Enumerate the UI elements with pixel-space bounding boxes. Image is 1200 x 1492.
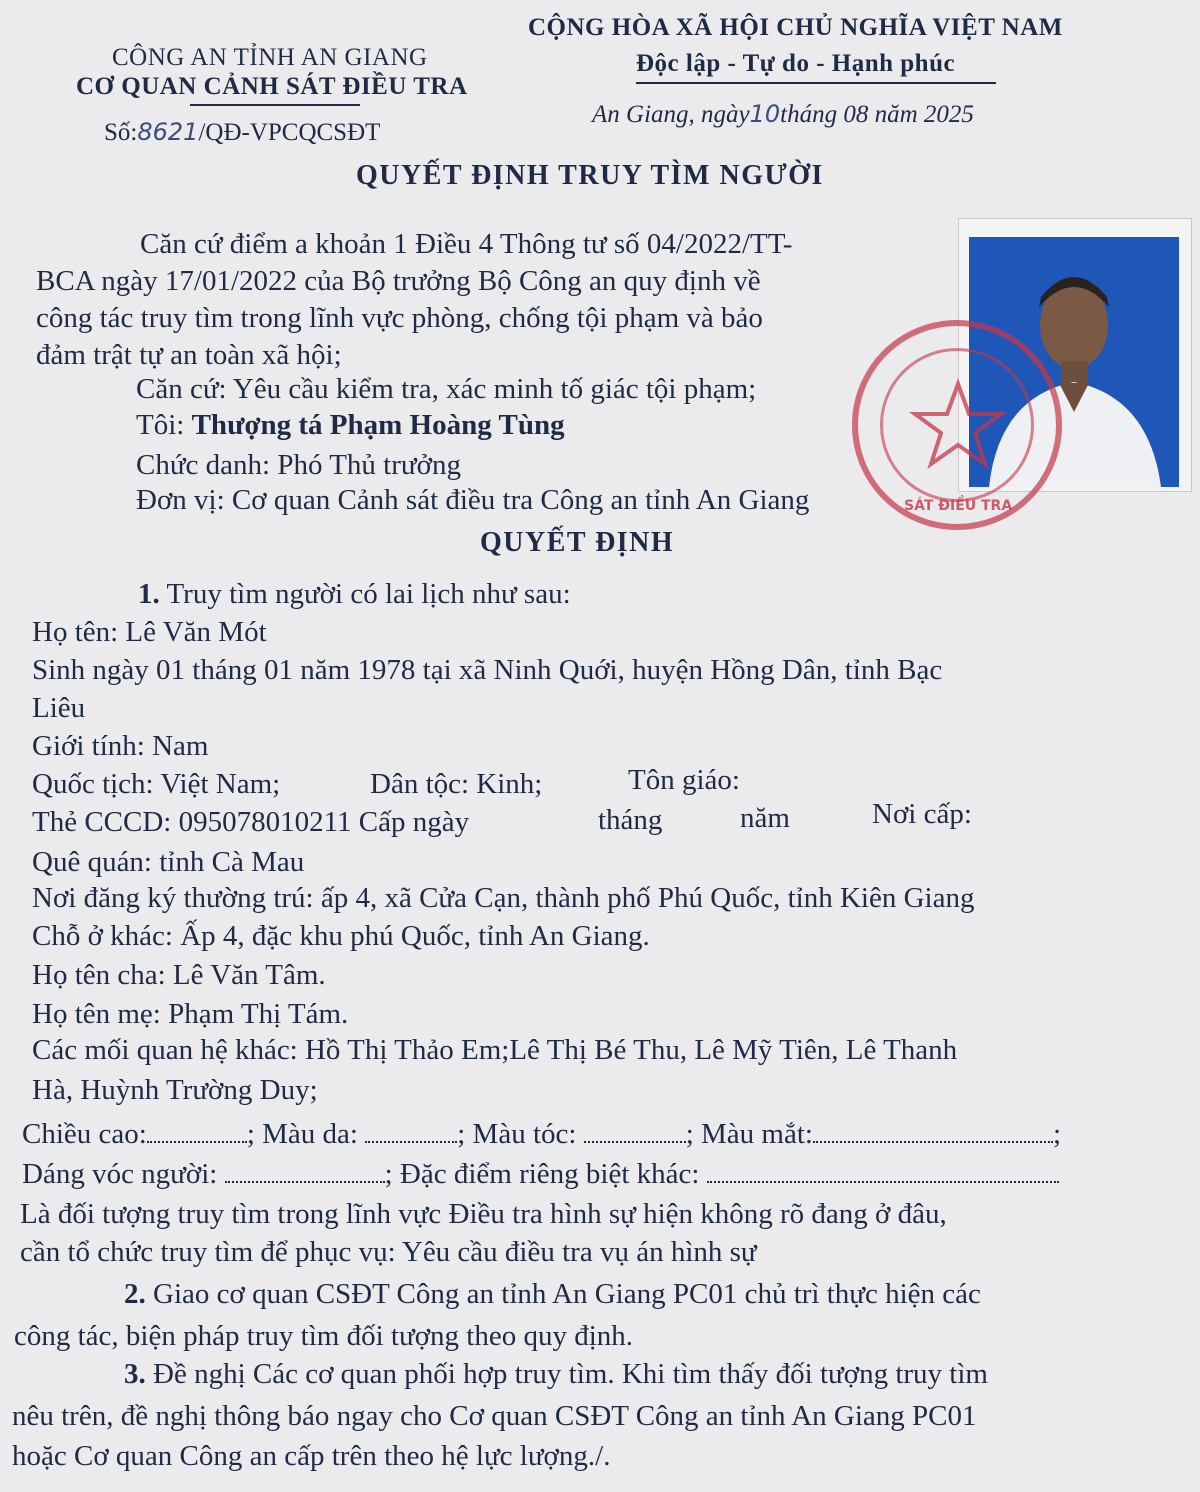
id-place: Nơi cấp: — [872, 798, 972, 830]
item-3-line-1 — [124, 1356, 988, 1393]
officer-line — [136, 407, 565, 444]
item-3-number: 3. — [124, 1358, 146, 1390]
seal-text: SÁT ĐIỀU TRA — [904, 498, 1013, 514]
height-label: Chiều cao: — [22, 1118, 147, 1150]
officer-name: Thượng tá Phạm Hoàng Tùng — [191, 409, 565, 441]
item-2-line-2: công tác, biện pháp truy tìm đối tượng theo quy định. — [14, 1320, 634, 1352]
build-blank — [225, 1159, 385, 1183]
build-label: Dáng vóc người: — [22, 1158, 218, 1190]
position-line: Chức danh: Phó Thủ trưởng — [136, 449, 461, 481]
document-date — [592, 100, 974, 129]
agency-line-2: CƠ QUAN CẢNH SÁT ĐIỀU TRA — [76, 73, 468, 100]
basis-1-line-4: đảm trật tự an toàn xã hội; — [36, 339, 342, 371]
id-month: tháng — [598, 804, 663, 836]
id-card: Thẻ CCCD: 095078010211 Cấp ngày — [32, 806, 470, 838]
basis-1-line-2: BCA ngày 17/01/2022 của Bộ trưởng Bộ Công an quy định về — [36, 265, 761, 297]
item-1-number: 1. — [138, 578, 160, 610]
height-blank — [147, 1119, 247, 1143]
agency-underline — [190, 104, 360, 106]
gender: Giới tính: Nam — [32, 730, 209, 762]
build-line — [22, 1156, 1059, 1193]
physical-description-line — [22, 1116, 1061, 1153]
father-name: Họ tên cha: Lê Văn Tâm. — [32, 959, 326, 991]
number-suffix: /QĐ-VPCQCSĐT — [198, 119, 381, 146]
document-title: QUYẾT ĐỊNH TRUY TÌM NGƯỜI — [356, 160, 824, 191]
decision-heading: QUYẾT ĐỊNH — [480, 527, 675, 558]
hair-label: ; Màu tóc: — [457, 1118, 577, 1150]
hair-blank — [584, 1119, 686, 1143]
eye-label: ; Màu mắt: — [685, 1118, 813, 1150]
agency-line-1: CÔNG AN TỈNH AN GIANG — [112, 44, 428, 71]
item-1-intro-line — [138, 576, 571, 613]
birth-line-1: Sinh ngày 01 tháng 01 năm 1978 tại xã Ninh Quới, huyện Hồng Dân, tỉnh Bạc — [32, 654, 943, 686]
unit-line: Đơn vị: Cơ quan Cảnh sát điều tra Công an tỉnh An Giang — [136, 484, 810, 516]
purpose-line-2: cần tổ chức truy tìm để phục vụ: Yêu cầu điều tra vụ án hình sự — [20, 1236, 757, 1268]
id-year: năm — [740, 802, 790, 834]
basis-2: Căn cứ: Yêu cầu kiểm tra, xác minh tố giác tội phạm; — [136, 373, 757, 405]
religion: Tôn giáo: — [628, 764, 740, 796]
item-2-text-1: Giao cơ quan CSĐT Công an tỉnh An Giang PC01 chủ trì thực hiện các — [153, 1278, 981, 1310]
relations-line-2: Hà, Huỳnh Trường Duy; — [32, 1074, 318, 1106]
item-1-intro: Truy tìm người có lai lịch như sau: — [166, 578, 571, 610]
item-3-line-2: nêu trên, đề nghị thông báo ngay cho Cơ quan CSĐT Công an tỉnh An Giang PC01 — [12, 1400, 977, 1432]
item-2-number: 2. — [124, 1278, 146, 1310]
basis-1-line-1: Căn cứ điểm a khoản 1 Điều 4 Thông tư số 04/2022/TT- — [140, 228, 793, 260]
motto-underline — [636, 82, 996, 84]
other-residence: Chỗ ở khác: Ấp 4, đặc khu phú Quốc, tỉnh An Giang. — [32, 920, 650, 952]
date-prefix: An Giang, ngày — [592, 101, 750, 128]
skin-blank — [365, 1119, 457, 1143]
date-suffix: tháng 08 năm 2025 — [780, 101, 974, 128]
full-name: Họ tên: Lê Văn Mót — [32, 616, 267, 648]
mother-name: Họ tên mẹ: Phạm Thị Tám. — [32, 998, 349, 1030]
item-2-line-1 — [124, 1276, 981, 1313]
number-handwritten: 8621 — [137, 118, 199, 146]
item-3-text-1: Đề nghị Các cơ quan phối hợp truy tìm. Khi tìm thấy đối tượng truy tìm — [153, 1358, 988, 1390]
skin-label: ; Màu da: — [246, 1118, 358, 1150]
document-number — [104, 118, 380, 147]
ethnicity: Dân tộc: Kinh; — [370, 768, 543, 800]
nationality: Quốc tịch: Việt Nam; — [32, 768, 281, 800]
date-day-handwritten: 10 — [749, 100, 781, 128]
purpose-line-1: Là đối tượng truy tìm trong lĩnh vực Điều tra hình sự hiện không rõ đang ở đâu, — [20, 1198, 947, 1230]
birth-line-2: Liêu — [32, 692, 86, 724]
basis-1-line-3: công tác truy tìm trong lĩnh vực phòng, chống tội phạm và bảo — [36, 302, 763, 334]
eye-blank — [813, 1119, 1053, 1143]
country-line-2: Độc lập - Tự do - Hạnh phúc — [636, 50, 956, 77]
features-blank — [707, 1159, 1059, 1183]
permanent-residence: Nơi đăng ký thường trú: ấp 4, xã Cửa Cạn, thành phố Phú Quốc, tỉnh Kiên Giang — [32, 882, 975, 914]
star-icon — [908, 376, 1008, 476]
end-semicolon: ; — [1052, 1118, 1062, 1150]
item-3-line-3: hoặc Cơ quan Công an cấp trên theo hệ lực lượng./. — [12, 1440, 611, 1472]
number-label: Số: — [104, 119, 138, 146]
official-seal — [852, 320, 1062, 530]
relations-line-1: Các mối quan hệ khác: Hồ Thị Thảo Em;Lê Thị Bé Thu, Lê Mỹ Tiên, Lê Thanh — [32, 1034, 958, 1066]
hometown: Quê quán: tỉnh Cà Mau — [32, 846, 305, 878]
officer-label: Tôi: — [136, 409, 185, 441]
features-label: ; Đặc điểm riêng biệt khác: — [384, 1158, 700, 1190]
country-line-1: CỘNG HÒA XÃ HỘI CHỦ NGHĨA VIỆT NAM — [528, 14, 1063, 41]
